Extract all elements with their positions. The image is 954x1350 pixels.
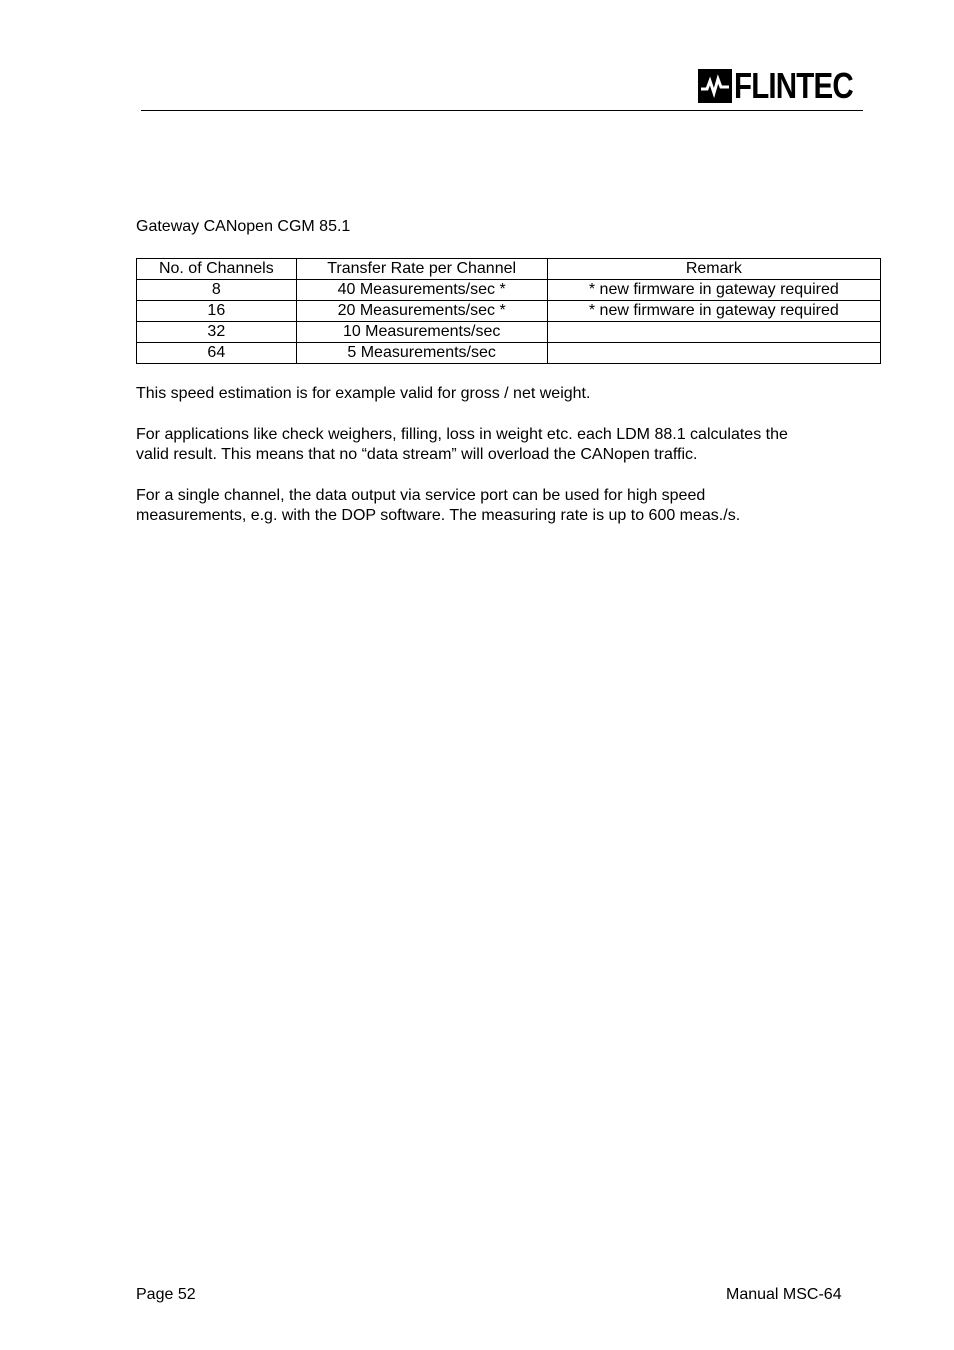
cell-transfer-rate: 20 Measurements/sec *	[296, 301, 547, 322]
cell-channels: 64	[137, 343, 297, 364]
table-header-row	[137, 259, 881, 280]
section-title: Gateway CANopen CGM 85.1	[136, 218, 351, 235]
header-rule	[141, 110, 863, 111]
paragraph-applications	[136, 425, 876, 465]
cell-channels: 8	[137, 280, 297, 301]
table-row	[137, 280, 881, 301]
flintec-wave-icon	[698, 69, 732, 103]
table-row	[137, 322, 881, 343]
cell-channels: 16	[137, 301, 297, 322]
header-channels: No. of Channels	[137, 259, 297, 280]
flintec-logo	[698, 65, 879, 106]
cell-remark: * new firmware in gateway required	[547, 280, 880, 301]
paragraph-line: measurements, e.g. with the DOP software. The measuring rate is up to 600 meas./s.	[136, 507, 741, 524]
transfer-rate-table	[136, 258, 881, 364]
paragraph-line: For applications like check weighers, filling, loss in weight etc. each LDM 88.1 calculates the	[136, 426, 788, 443]
manual-name: Manual MSC-64	[726, 1286, 842, 1303]
cell-remark	[547, 343, 880, 364]
header-transfer-rate: Transfer Rate per Channel	[296, 259, 547, 280]
logo-text: FLINTEC	[734, 65, 853, 106]
page-number: Page 52	[136, 1286, 196, 1303]
table-row	[137, 343, 881, 364]
header-remark: Remark	[547, 259, 880, 280]
table-row	[137, 301, 881, 322]
paragraph-line: For a single channel, the data output via service port can be used for high speed	[136, 487, 706, 504]
paragraph-single-channel	[136, 486, 876, 526]
cell-transfer-rate: 40 Measurements/sec *	[296, 280, 547, 301]
paragraph-speed-estimation	[136, 384, 876, 404]
cell-transfer-rate: 5 Measurements/sec	[296, 343, 547, 364]
cell-remark: * new firmware in gateway required	[547, 301, 880, 322]
paragraph-line: valid result. This means that no “data stream” will overload the CANopen traffic.	[136, 446, 698, 463]
paragraph-line: This speed estimation is for example valid for gross / net weight.	[136, 385, 591, 402]
cell-channels: 32	[137, 322, 297, 343]
cell-transfer-rate: 10 Measurements/sec	[296, 322, 547, 343]
cell-remark	[547, 322, 880, 343]
